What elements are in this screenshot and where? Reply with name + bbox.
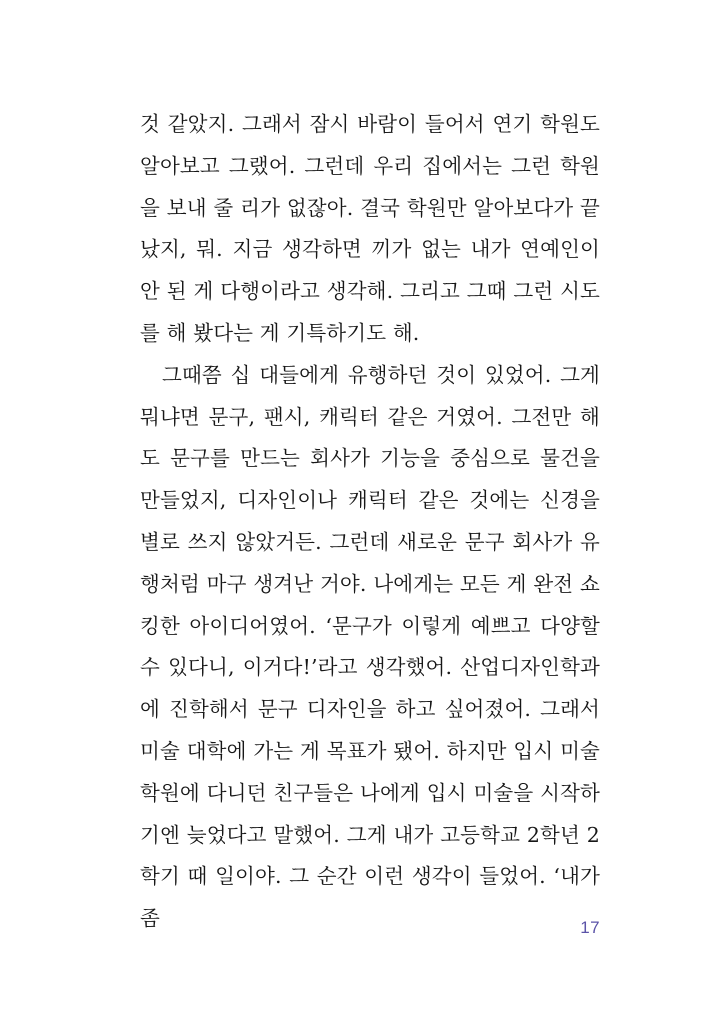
body-paragraph: 그때쯤 십 대들에게 유행하던 것이 있었어. 그게 뭐냐면 문구, 팬시, 캐릭터 같은 거였어. 그전만 해도 문구를 만드는 회사가 기능을 중심으로 물건을 만들었지, 디자인이나 캐릭터 같은 것에는 신경을 별로 쓰지 않았거든. 그런데 새로운 문구 회사가 유행처럼 마구 생겨난 거야. 나에게는 모든 게 완전 쇼킹한 아이디어였어. ‘문구가 이렇게 예쁘고 다양할 수 있다니, 이거다!’라고 생각했어. 산업디자인학과에 진학해서 문구 디자인을 하고 싶어졌어. 그래서 미술 대학에 가는 게 목표가 됐어. 하지만 입시 미술 학원에 다니던 친구들은 나에게 입시 미술을 시작하기엔 늦었다고 말했어. 그게 내가 고등학교 2학년 2학기 때 일이야. 그 순간 이런 생각이 들었어. ‘내가 좀 (140, 362, 600, 931)
page-number: 17 (580, 918, 600, 937)
body-paragraph: 것 같았지. 그래서 잠시 바람이 들어서 연기 학원도 알아보고 그랬어. 그런데 우리 집에서는 그런 학원을 보내 줄 리가 없잖아. 결국 학원만 알아보다가 끝났지, 뭐. 지금 생각하면 끼가 없는 내가 연예인이 안 된 게 다행이라고 생각해. 그리고 그때 그런 시도를 해 봤다는 게 기특하기도 해. (140, 112, 600, 345)
page-text-block (140, 104, 600, 940)
